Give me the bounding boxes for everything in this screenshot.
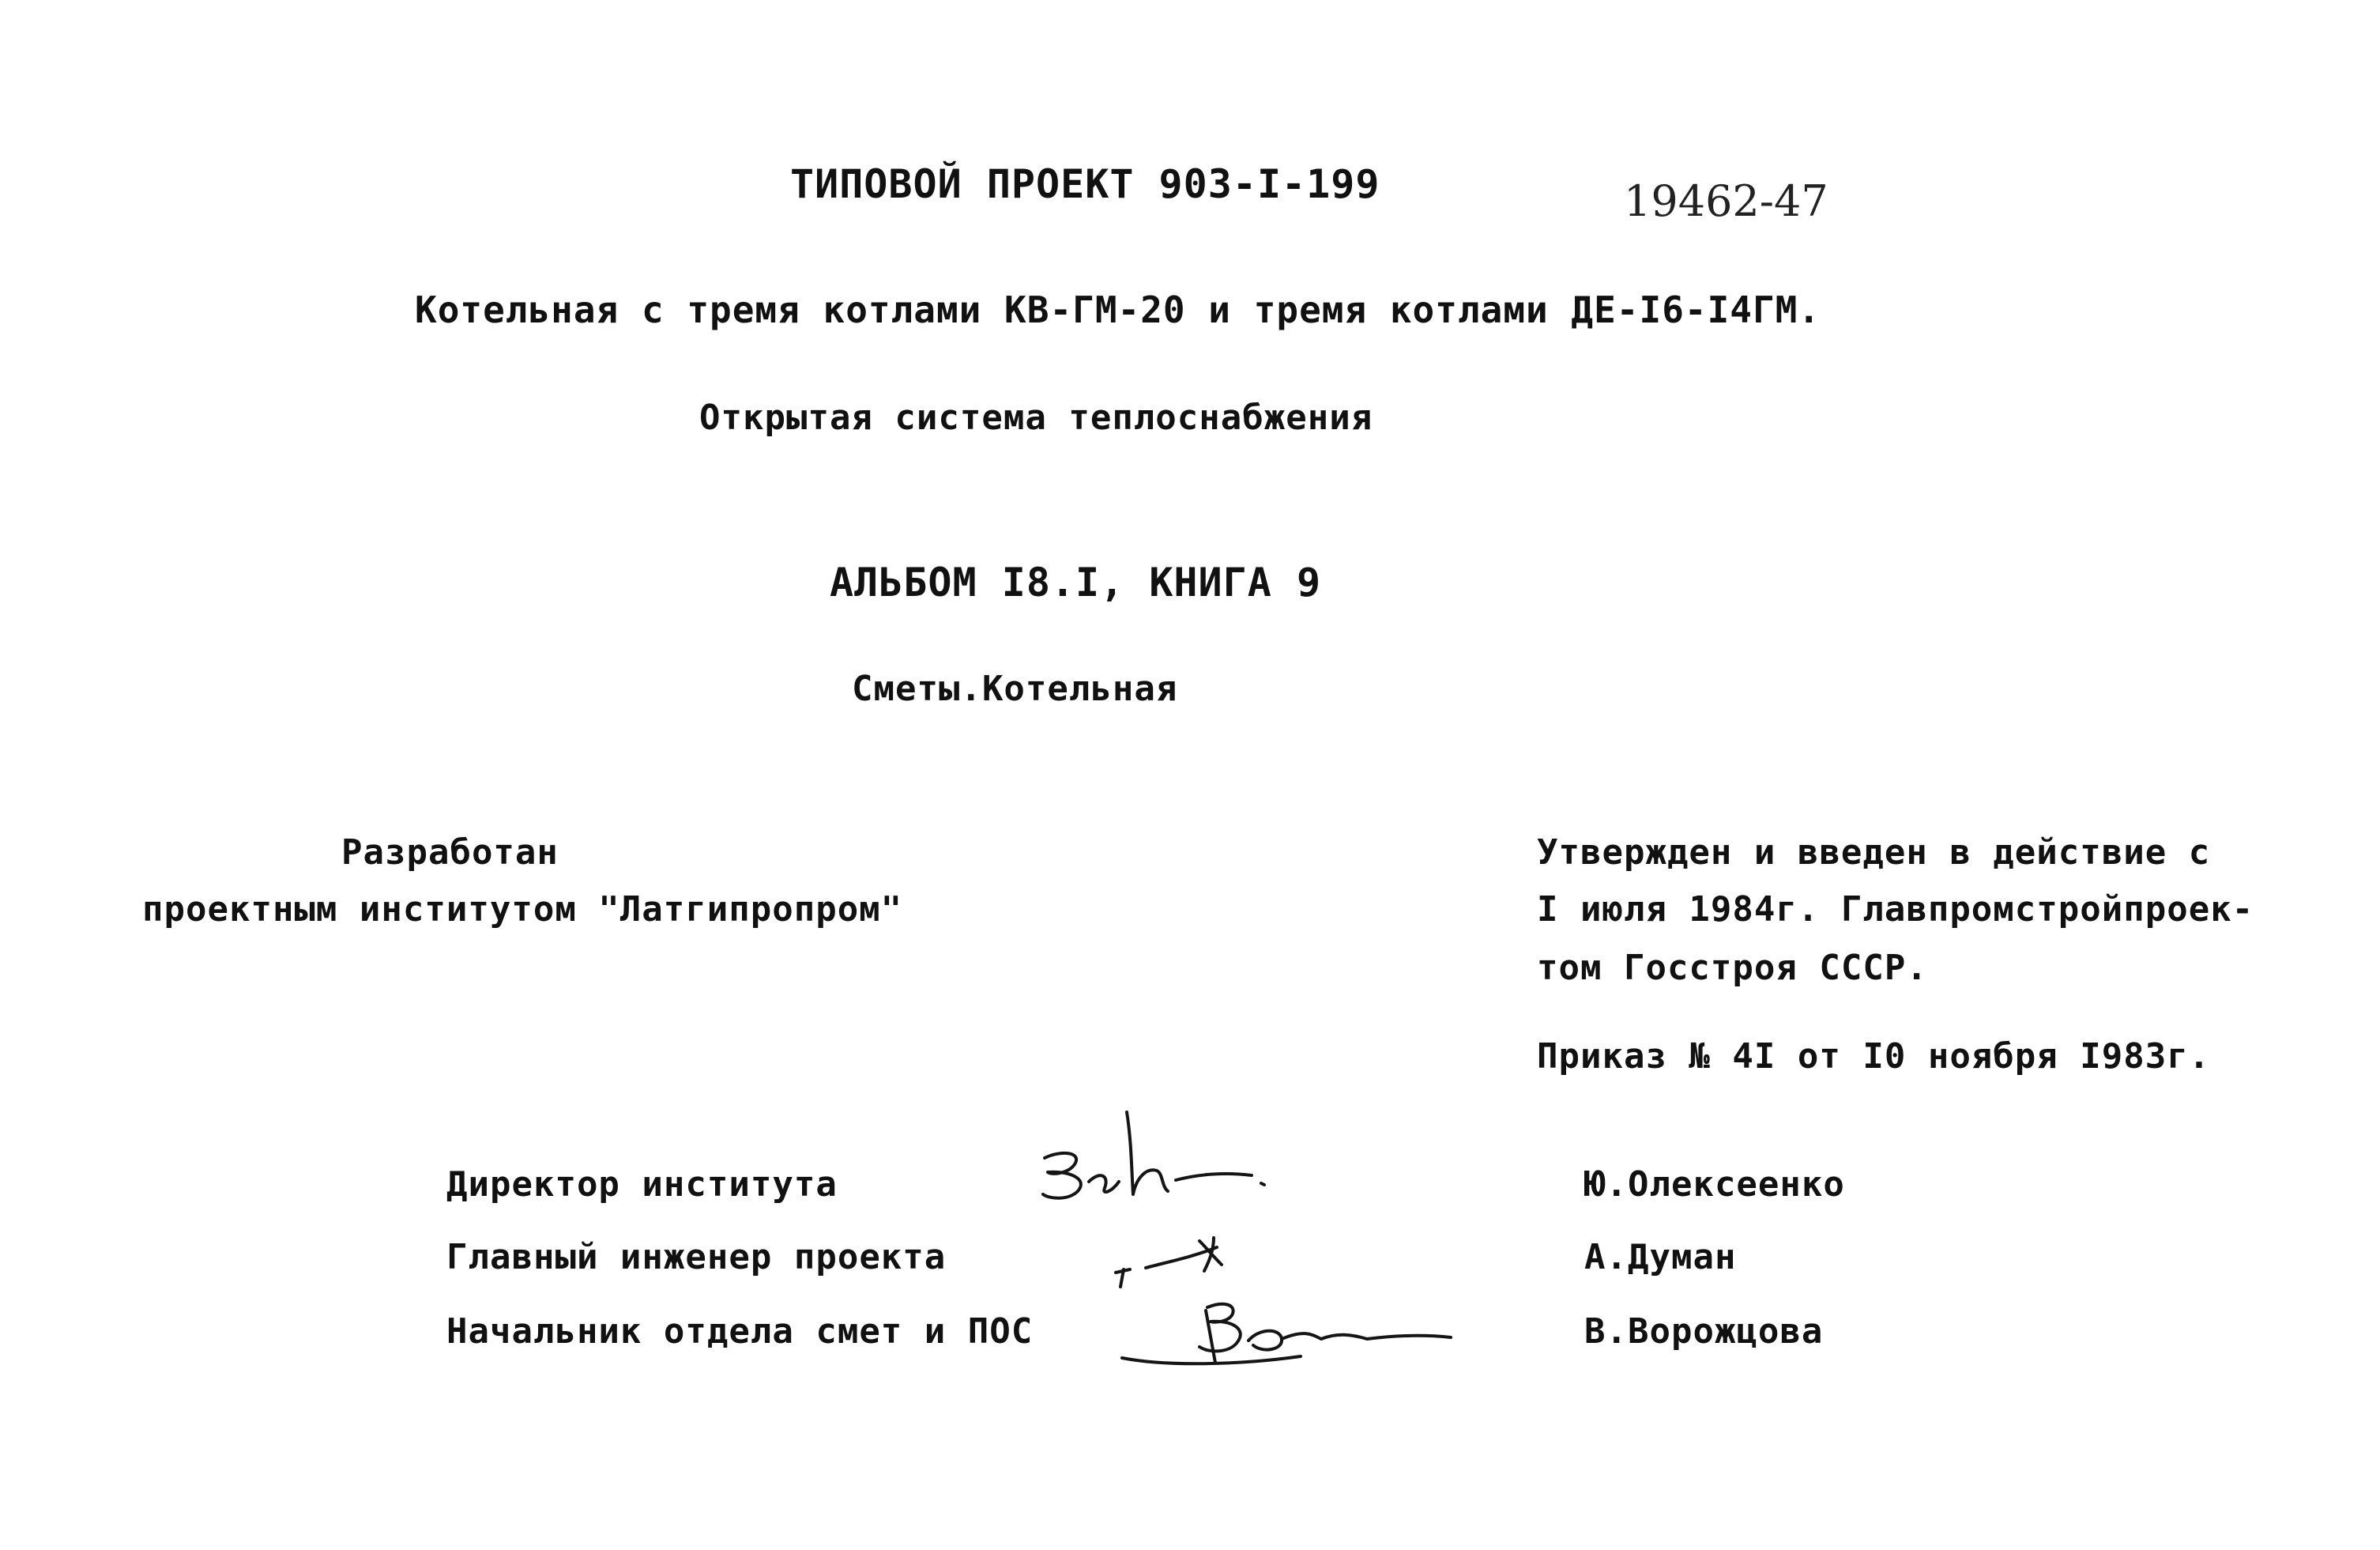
approval-line-3: том Госстроя СССР. (1537, 948, 1928, 988)
approval-line-1: Утвержден и введен в действие с (1537, 832, 2211, 873)
approval-order: Приказ № 4I от I0 ноября I983г. (1537, 1036, 2211, 1077)
project-title: ТИПОВОЙ ПРОЕКТ 903-I-199 (790, 161, 1380, 207)
title-line-2: Открытая система теплоснабжения (699, 398, 1373, 438)
section-title: Сметы.Котельная (852, 669, 1178, 709)
signature-director (1027, 1103, 1280, 1213)
name-estimates-head: В.Ворожцова (1584, 1311, 1824, 1352)
album-label: АЛЬБОМ I8.I, КНИГА 9 (830, 560, 1322, 605)
developer-line-2: проектным институтом "Латгипропром" (142, 889, 903, 930)
name-director: Ю.Олексеенко (1584, 1164, 1845, 1205)
approval-line-2: I июля 1984г. Главпромстройпроек- (1537, 889, 2254, 930)
title-line-1: Котельная с тремя котлами КВ-ГМ-20 и тремя котлами ДЕ-I6-I4ГМ. (415, 289, 1821, 331)
role-estimates-head: Начальник отдела смет и ПОС (446, 1311, 1034, 1352)
name-chief-engineer: А.Думан (1584, 1237, 1737, 1277)
inventory-number: 19462-47 (1624, 176, 1828, 226)
role-chief-engineer: Главный инженер проекта (446, 1237, 947, 1277)
developer-line-1: Разработан (341, 832, 559, 873)
signature-estimates-head (1114, 1290, 1462, 1377)
role-director: Директор института (446, 1164, 838, 1205)
